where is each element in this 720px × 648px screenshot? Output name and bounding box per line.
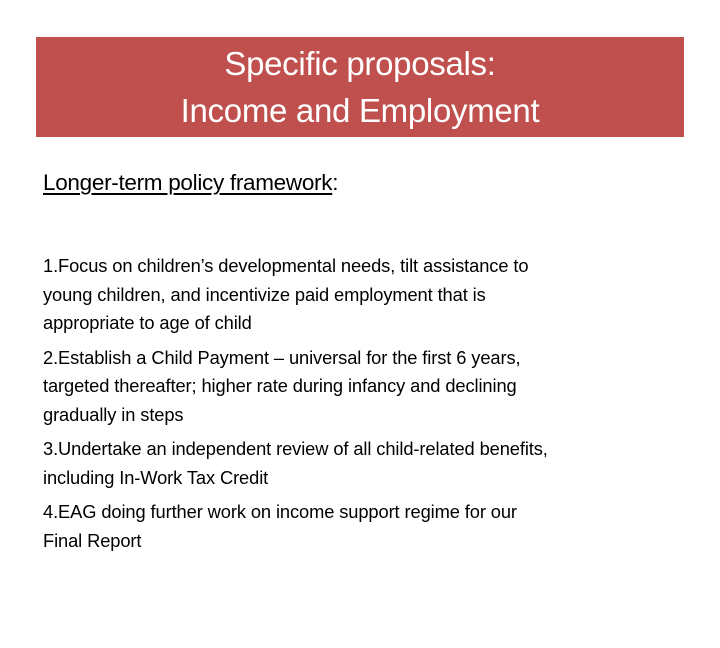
- list-item-1: [43, 252, 693, 338]
- list-item-line: targeted thereafter; higher rate during infancy and declining: [43, 375, 517, 396]
- list-item-line: 4.EAG doing further work on income support regime for our: [43, 501, 517, 522]
- list-item-2: [43, 344, 693, 430]
- subheading-colon: :: [332, 170, 339, 195]
- list-item-line: young children, and incentivize paid employment that is: [43, 283, 486, 305]
- list-item-line: including In-Work Tax Credit: [43, 466, 269, 488]
- list-item-line: 1.Focus on children’s developmental needs, tilt assistance to: [43, 255, 529, 276]
- list-item-4: [43, 498, 693, 555]
- list-item-line: appropriate to age of child: [43, 312, 252, 333]
- list-item-line: 3.Undertake an independent review of all child-related benefits,: [43, 438, 548, 459]
- title-banner: [36, 37, 684, 137]
- list-item-3: [43, 435, 693, 492]
- title-line-2: Income and Employment: [180, 92, 540, 129]
- list-item-line: 2.Establish a Child Payment – universal for the first 6 years,: [43, 346, 521, 368]
- subheading: [43, 170, 338, 196]
- list-item-line: gradually in steps: [43, 403, 184, 425]
- list-item-line: Final Report: [43, 529, 142, 551]
- title-line-1: Specific proposals:: [224, 45, 496, 82]
- subheading-text: Longer-term policy framework: [43, 170, 333, 195]
- proposal-list: [43, 252, 693, 561]
